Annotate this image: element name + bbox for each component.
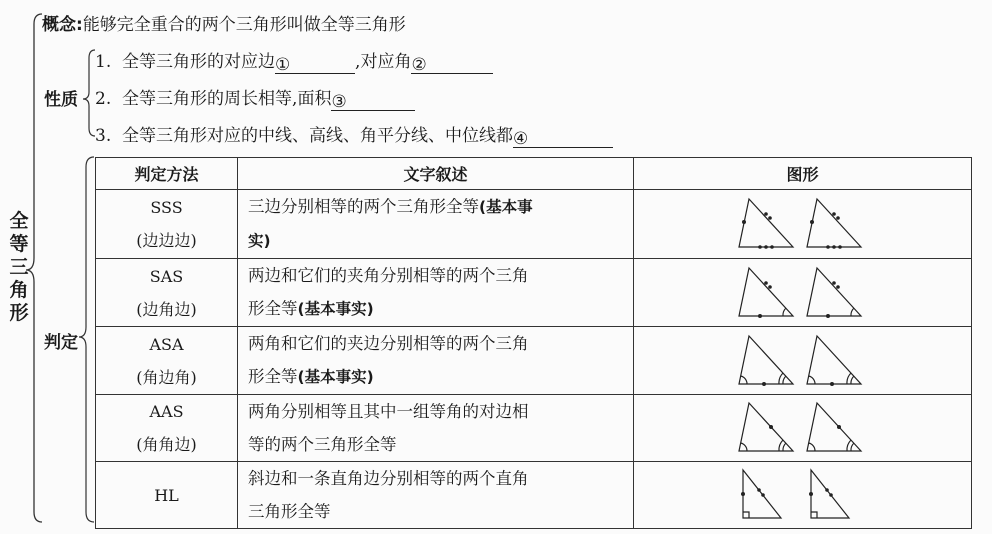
concept-label: 概念: (42, 15, 83, 35)
method-abbr: AAS (149, 402, 184, 421)
header-description: 文字叙述 (238, 158, 634, 190)
property-text: 全等三角形的对应边 (122, 52, 276, 72)
method-name: (角角边) (136, 435, 197, 454)
sas-triangles-figure (733, 260, 873, 322)
description-text: 两边和它们的夹角分别相等的两个三角 (248, 266, 529, 285)
description-text: 形全等 (248, 299, 298, 318)
basic-fact-note: 实) (248, 232, 271, 250)
method-name: (边角边) (136, 299, 197, 319)
table-row (96, 327, 972, 395)
method-abbr: HL (154, 485, 179, 505)
table-row (96, 190, 972, 259)
method-cell (96, 462, 238, 529)
property-num: 1. (95, 52, 112, 72)
table-row (96, 395, 972, 462)
header-figure: 图形 (634, 158, 972, 190)
asa-triangles-figure (733, 328, 873, 390)
figure-cell (634, 462, 972, 529)
answer-blank-4[interactable]: ④ (513, 129, 613, 148)
judgment-table (95, 157, 972, 529)
description-text: 斜边和一条直角边分别相等的两个直角 (248, 469, 529, 488)
description-text: 两角和它们的夹边分别相等的两个三角 (248, 334, 529, 353)
figure-cell (634, 190, 972, 259)
description-text: 形全等 (248, 367, 298, 386)
description-text: 三角形全等 (248, 502, 331, 521)
concept-line (42, 10, 406, 35)
figure-cell (634, 327, 972, 395)
basic-fact-note: (基本事 (479, 198, 533, 216)
basic-fact-note: (基本事实) (297, 368, 374, 386)
property-item-2 (95, 84, 415, 111)
description-text: 等的两个三角形全等 (248, 435, 397, 454)
method-cell (96, 327, 238, 395)
figure-cell (634, 259, 972, 327)
basic-fact-note: (基本事实) (297, 300, 374, 318)
method-cell (96, 190, 238, 259)
aas-triangles-figure (733, 395, 873, 457)
method-abbr: ASA (149, 334, 184, 354)
property-num: 2. (95, 89, 112, 109)
description-text: 两角分别相等且其中一组等角的对边相 (248, 402, 529, 421)
figure-cell (634, 395, 972, 462)
answer-blank-2[interactable]: ② (411, 55, 493, 74)
property-text: 全等三角形对应的中线、高线、角平分线、中位线都 (122, 126, 514, 146)
description-text: 三边分别相等的两个三角形全等 (248, 197, 479, 216)
method-abbr: SSS (150, 198, 183, 217)
property-text: ,对应角 (355, 52, 412, 72)
description-cell (238, 395, 634, 462)
concept-text: 能够完全重合的两个三角形叫做全等三角形 (82, 15, 406, 35)
description-cell (238, 462, 634, 529)
description-cell (238, 327, 634, 395)
method-name: (角边角) (136, 367, 197, 387)
header-method: 判定方法 (96, 158, 238, 190)
main-title-vertical: 全 等 三 角 形 (9, 210, 29, 324)
method-name: (边边边) (136, 231, 197, 250)
table-header-row (96, 158, 972, 190)
method-cell (96, 395, 238, 462)
properties-label: 性质 (44, 90, 78, 110)
table-row (96, 462, 972, 529)
property-item-1 (95, 47, 493, 74)
answer-blank-3[interactable]: ③ (331, 92, 415, 111)
hl-triangles-figure (733, 462, 873, 524)
property-item-3 (95, 121, 613, 148)
answer-blank-1[interactable]: ① (275, 55, 355, 74)
sss-triangles-figure (733, 191, 873, 253)
table-row (96, 259, 972, 327)
description-cell (238, 259, 634, 327)
method-cell (96, 259, 238, 327)
property-num: 3. (95, 126, 112, 146)
description-cell (238, 190, 634, 259)
judgment-label: 判定 (44, 333, 78, 353)
method-abbr: SAS (149, 266, 184, 286)
property-text: 全等三角形的周长相等,面积 (122, 89, 332, 109)
